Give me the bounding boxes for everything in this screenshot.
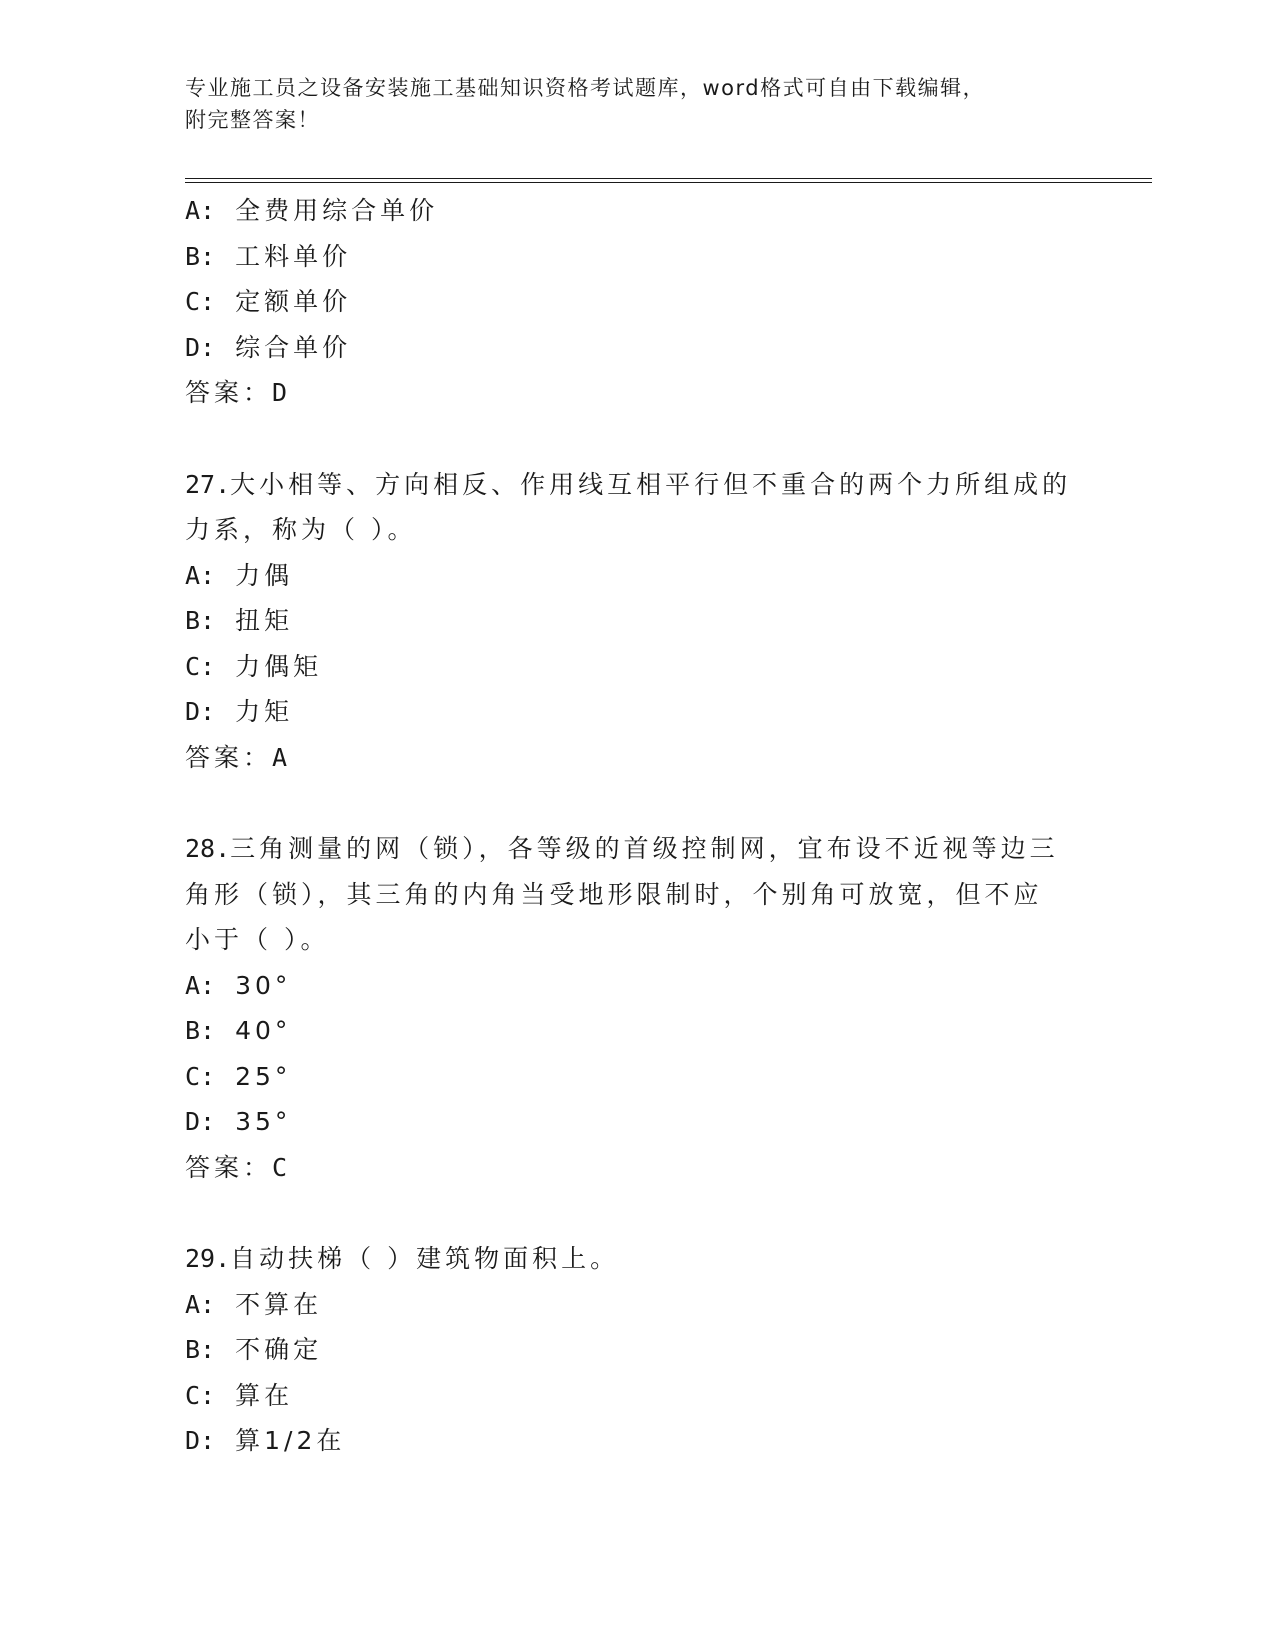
- answer-value: D: [272, 378, 288, 407]
- answer-label: 答案：: [185, 742, 273, 772]
- answer-line: [185, 1145, 1085, 1191]
- option-text: 扭矩: [235, 606, 294, 635]
- option-text: 30°: [235, 970, 292, 1000]
- answer-line: [185, 735, 1085, 781]
- question-block: [185, 188, 1085, 416]
- option-text: 算1/2在: [235, 1426, 346, 1455]
- option-d: D: 算1/2在: [185, 1426, 346, 1455]
- option-b: B: 40°: [185, 1016, 292, 1045]
- option-text: 力矩: [235, 697, 294, 726]
- option-text: 全费用综合单价: [235, 196, 439, 225]
- question-list: [185, 188, 1085, 1464]
- question-number: 28.: [185, 834, 231, 863]
- option-d: D: 综合单价: [185, 332, 352, 362]
- option-c: C: 力偶矩: [185, 651, 323, 681]
- option-text: 不确定: [235, 1335, 323, 1364]
- option-text: 力偶: [235, 560, 294, 590]
- option-a: A: 30°: [185, 970, 292, 1000]
- option-text: 定额单价: [235, 287, 352, 316]
- option-b: B: 不确定: [185, 1335, 323, 1364]
- header-line-1: 专业施工员之设备安装施工基础知识资格考试题库，word格式可自由下载编辑，: [185, 76, 986, 100]
- option-c: C: 25°: [185, 1061, 292, 1091]
- header-divider-top: [185, 178, 1152, 179]
- answer-value: A: [272, 742, 288, 772]
- option-a: A: 力偶: [185, 560, 294, 590]
- answer-label: 答案：: [185, 1152, 273, 1182]
- option-text: 综合单价: [235, 332, 352, 362]
- option-text: 35°: [235, 1107, 292, 1136]
- header-divider-bottom: [185, 182, 1152, 183]
- option-text: 力偶矩: [235, 651, 323, 681]
- question-block: [185, 826, 1085, 1190]
- document-header: [185, 72, 1065, 136]
- option-a: A: 不算在: [185, 1289, 323, 1319]
- option-c: C: 算在: [185, 1380, 294, 1410]
- question-block: [185, 462, 1085, 781]
- question-stem-line: 角形（锁），其三角的内角当受地形限制时，个别角可放宽，但不应: [185, 879, 1043, 909]
- answer-label: 答案：: [185, 378, 273, 407]
- question-stem-line: 29.自动扶梯（ ）建筑物面积上。: [185, 1244, 620, 1273]
- question-stem-line: 力系，称为（ ）。: [185, 515, 417, 544]
- option-text: 不算在: [235, 1289, 323, 1319]
- header-line-2: 附完整答案！: [185, 108, 320, 132]
- option-d: D: 力矩: [185, 697, 294, 726]
- question-number: 29.: [185, 1244, 231, 1273]
- option-c: C: 定额单价: [185, 287, 352, 316]
- question-number: 27.: [185, 469, 231, 499]
- option-text: 算在: [235, 1380, 294, 1410]
- answer-value: C: [272, 1152, 288, 1182]
- option-text: 工料单价: [235, 241, 352, 271]
- question-stem-line: 小于（ ）。: [185, 925, 330, 954]
- answer-line: [185, 370, 1085, 416]
- option-b: B: 工料单价: [185, 241, 352, 271]
- question-stem-line: 28.三角测量的网（锁），各等级的首级控制网，宜布设不近视等边三: [185, 834, 1059, 863]
- option-text: 25°: [235, 1061, 292, 1091]
- option-b: B: 扭矩: [185, 606, 294, 635]
- option-a: A: 全费用综合单价: [185, 196, 439, 225]
- question-block: [185, 1236, 1085, 1464]
- option-text: 40°: [235, 1016, 292, 1045]
- question-stem-line: 27.大小相等、方向相反、作用线互相平行但不重合的两个力所组成的: [185, 469, 1072, 499]
- option-d: D: 35°: [185, 1107, 292, 1136]
